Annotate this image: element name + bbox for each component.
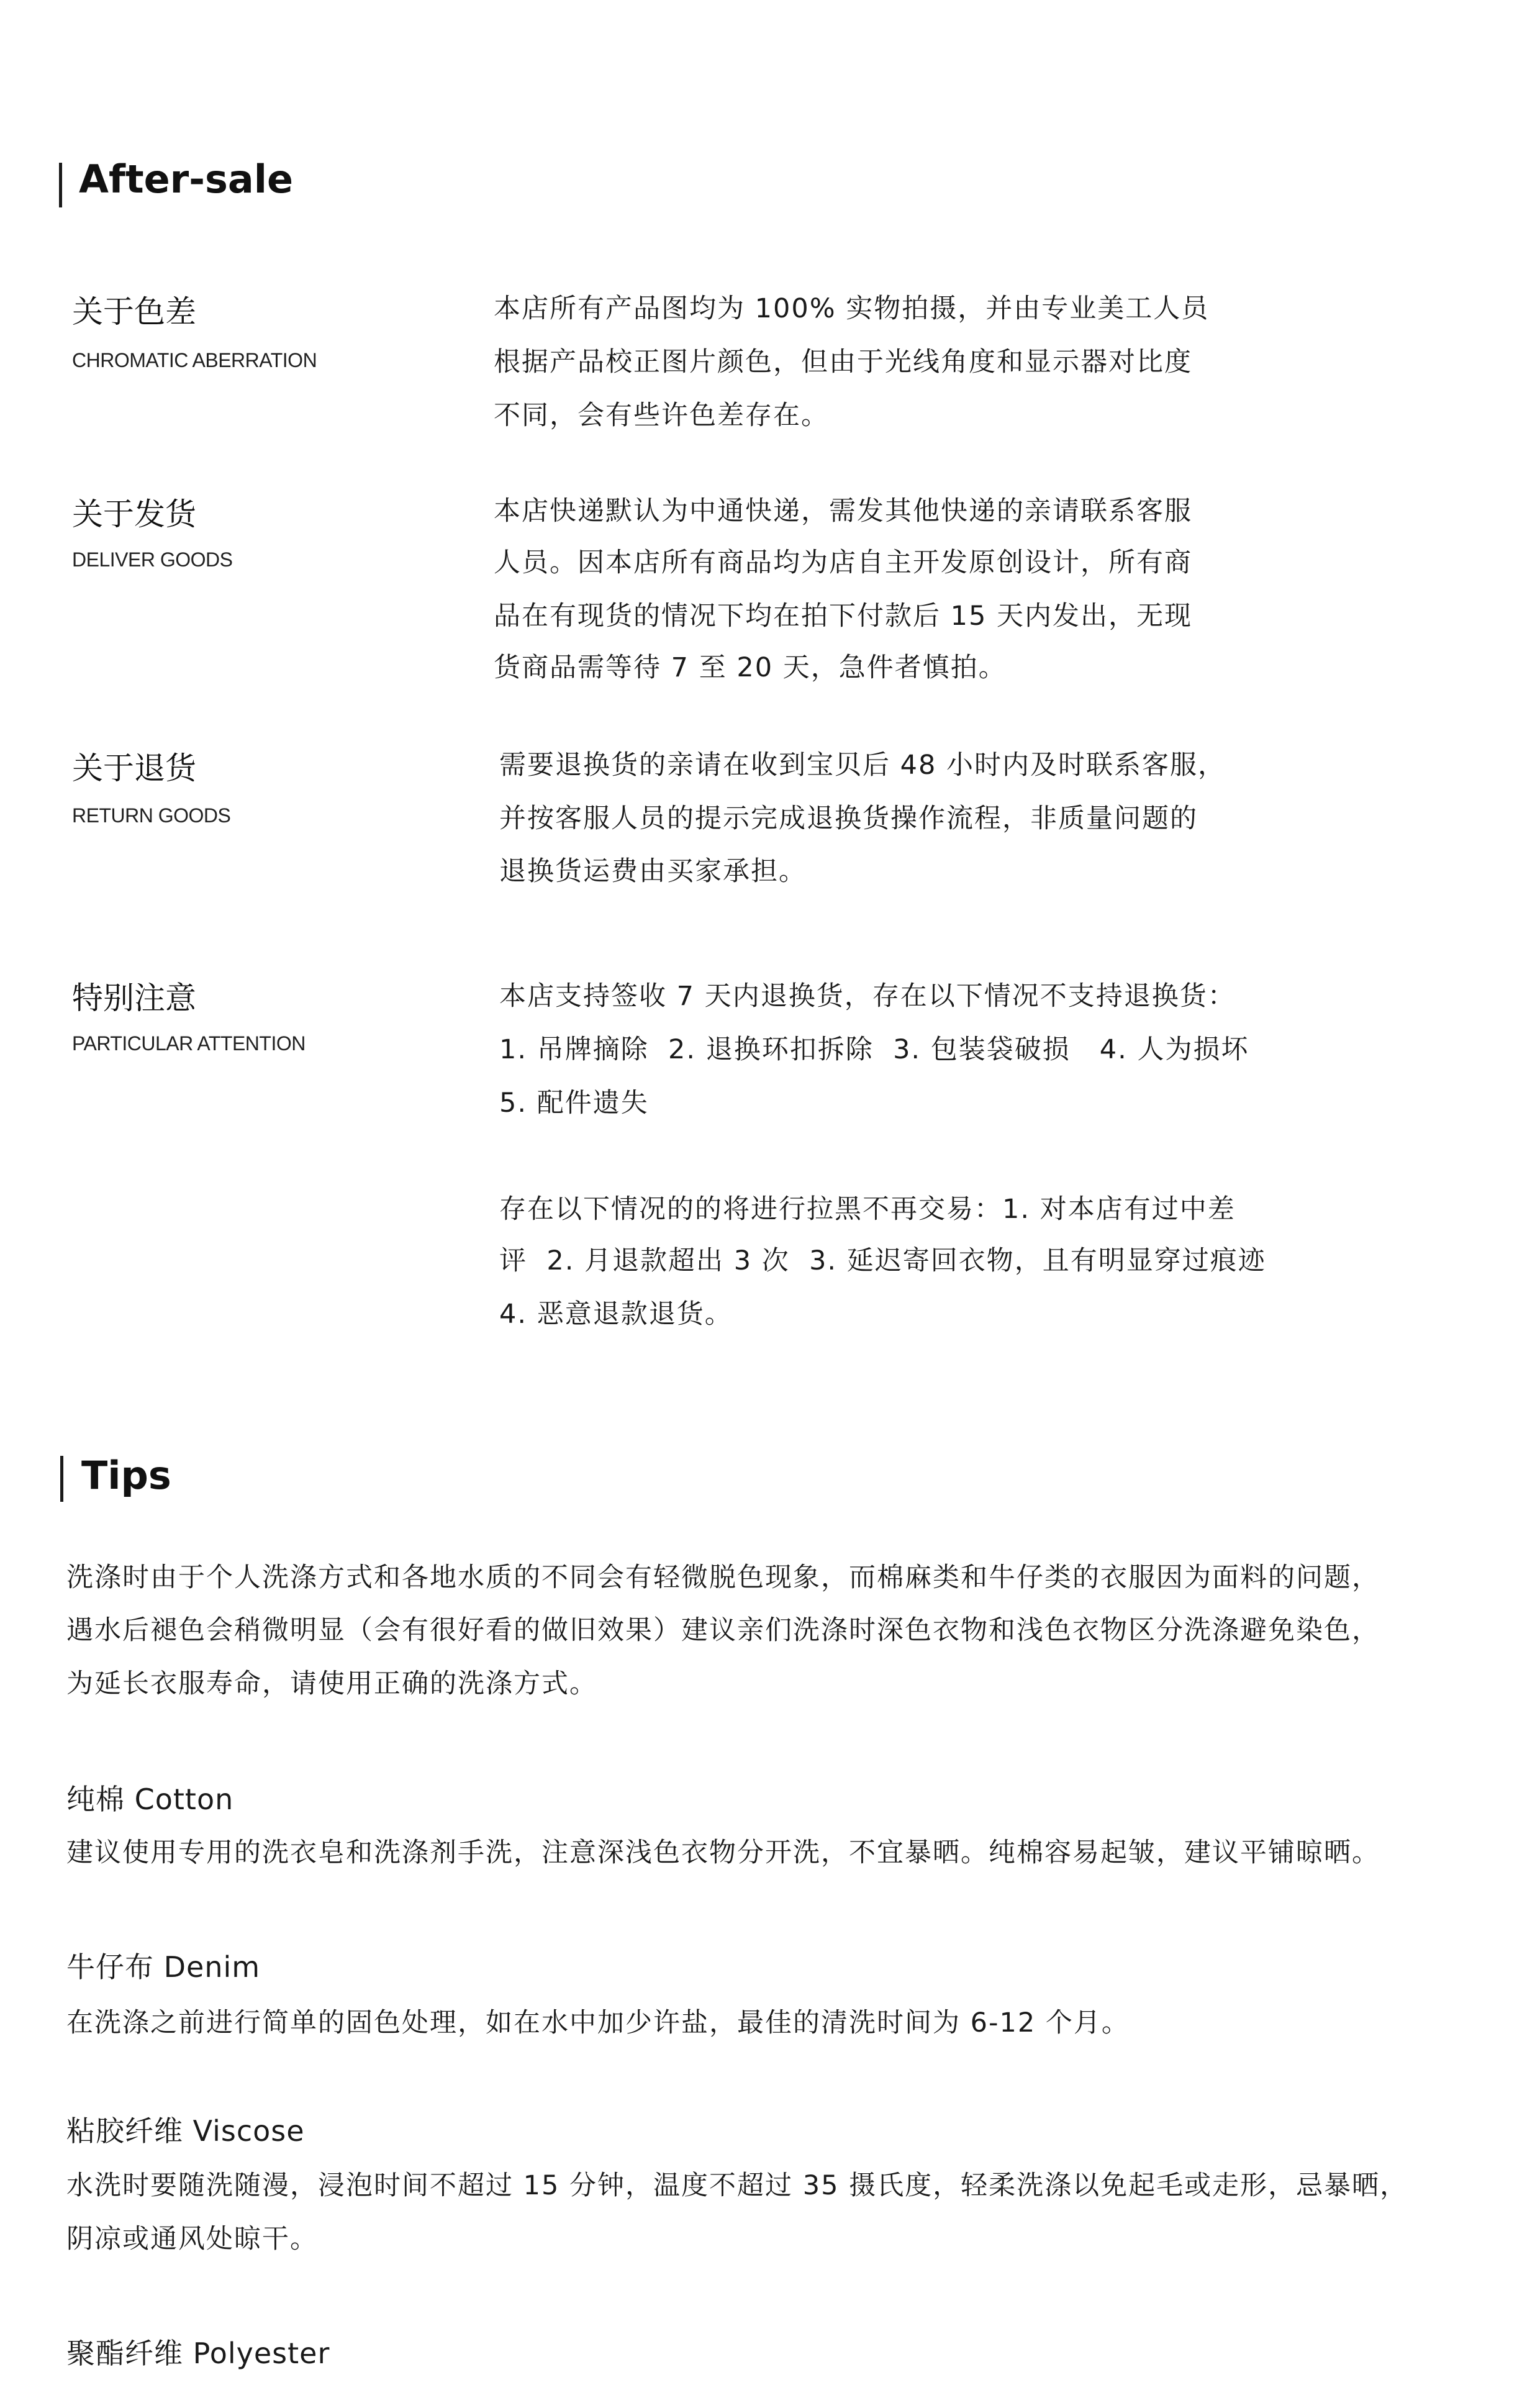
item-title-cn: 特别注意: [72, 980, 196, 1016]
fabric-name: 聚酯纤维 Polyester: [66, 2337, 330, 2370]
item-text-line: 人员。因本店所有商品均为店自主开发原创设计，所有商: [494, 547, 1192, 578]
item-text-line: 5. 配件遗失: [499, 1088, 649, 1119]
item-title-en: PARTICULAR ATTENTION: [72, 1032, 306, 1055]
item-text-line: 不同，会有些许色差存在。: [494, 400, 829, 431]
fabric-text-line: 在洗涤之前进行简单的固色处理，如在水中加少许盐，最佳的清洗时间为 6-12 个月。: [66, 2007, 1130, 2038]
fabric-name: 牛仔布 Denim: [66, 1950, 261, 1984]
fabric-text-line: 建议使用专用的洗衣皂和洗涤剂手洗，注意深浅色衣物分开洗，不宜暴晒。纯棉容易起皱，建议平铺晾晒。: [66, 1837, 1380, 1868]
item-text-line: 退换货运费由买家承担。: [499, 856, 807, 887]
tips-intro-line: 遇水后褪色会稍微明显（会有很好看的做旧效果）建议亲们洗涤时深色衣物和浅色衣物区分洗涤避免染色，: [66, 1615, 1380, 1646]
fabric-name: 粘胶纤维 Viscose: [66, 2114, 305, 2148]
item-text-line: 本店支持签收 7 天内退换货，存在以下情况不支持退换货：: [499, 981, 1236, 1012]
section-title-after-sale: After-sale: [79, 157, 293, 202]
item-title-cn: 关于退货: [72, 750, 196, 786]
item-text-line: 需要退换货的亲请在收到宝贝后 48 小时内及时联系客服，: [499, 750, 1226, 781]
tips-intro-line: 洗涤时由于个人洗涤方式和各地水质的不同会有轻微脱色现象，而棉麻类和牛仔类的衣服因为面料的问题，: [66, 1562, 1380, 1593]
section-marker-bar: [59, 163, 62, 207]
item-text-line: 评 2. 月退款超出 3 次 3. 延迟寄回衣物，且有明显穿过痕迹: [499, 1245, 1266, 1276]
item-text-line: 存在以下情况的的将进行拉黑不再交易：1. 对本店有过中差: [499, 1194, 1236, 1225]
section-title-tips: Tips: [81, 1453, 171, 1498]
fabric-text-line: 水洗时要随洗随漫，浸泡时间不超过 15 分钟，温度不超过 35 摄氏度，轻柔洗涤以免起毛或走形，忌暴晒，: [66, 2170, 1408, 2201]
item-text-line: 货商品需等待 7 至 20 天，急件者慎拍。: [494, 652, 1007, 683]
item-text-line: 品在有现货的情况下均在拍下付款后 15 天内发出，无现: [494, 601, 1193, 632]
item-title-en: RETURN GOODS: [72, 804, 231, 827]
item-title-en: CHROMATIC ABERRATION: [72, 349, 317, 371]
item-text-line: 4. 恶意退款退货。: [499, 1299, 733, 1330]
fabric-name: 纯棉 Cotton: [66, 1783, 234, 1816]
fabric-text-line: 阴凉或通风处晾干。: [66, 2224, 318, 2255]
item-text-line: 并按客服人员的提示完成退换货操作流程，非质量问题的: [499, 803, 1198, 834]
item-text-line: 根据产品校正图片颜色，但由于光线角度和显示器对比度: [494, 347, 1192, 378]
item-text-line: 本店快递默认为中通快递，需发其他快递的亲请联系客服: [494, 496, 1192, 527]
item-text-line: 本店所有产品图均为 100% 实物拍摄，并由专业美工人员: [494, 293, 1210, 324]
item-text-line: 1. 吊牌摘除 2. 退换环扣拆除 3. 包装袋破损 4. 人为损坏: [499, 1034, 1249, 1065]
tips-intro-line: 为延长衣服寿命，请使用正确的洗涤方式。: [66, 1668, 597, 1699]
item-title-en: DELIVER GOODS: [72, 548, 233, 571]
section-marker-bar: [60, 1456, 63, 1502]
item-title-cn: 关于发货: [72, 496, 196, 532]
item-title-cn: 关于色差: [72, 294, 196, 330]
